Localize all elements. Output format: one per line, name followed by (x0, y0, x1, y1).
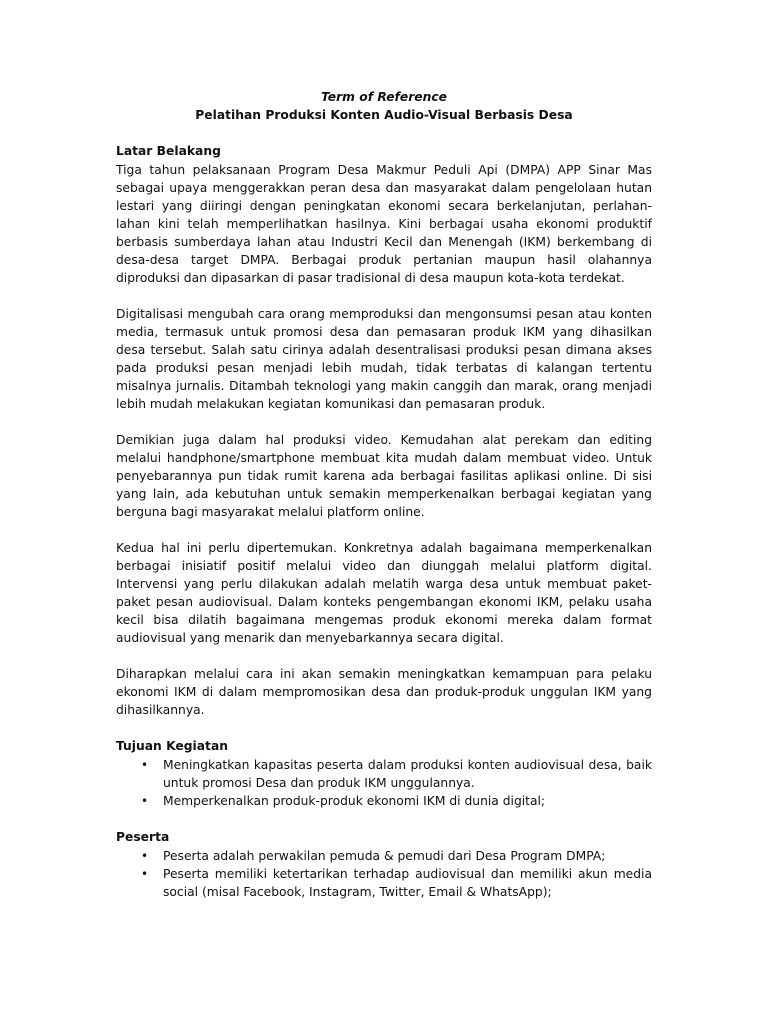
bullet-list-peserta (116, 847, 652, 901)
section-heading-latar-belakang: Latar Belakang (116, 144, 221, 158)
list-item (116, 847, 652, 865)
section-heading-peserta: Peserta (116, 830, 170, 844)
list-item-text: Peserta adalah perwakilan pemuda & pemudi dari Desa Program DMPA; (163, 849, 606, 863)
bullet-icon: • (141, 849, 149, 863)
document-page (116, 88, 652, 919)
section-heading-tujuan-kegiatan: Tujuan Kegiatan (116, 739, 228, 753)
list-item (116, 756, 652, 792)
list-item (116, 865, 652, 901)
list-item-text: Peserta memiliki ketertarikan terhadap audiovisual dan memiliki akun media social (misal Facebook, Instagram, Twitter, Email & WhatsApp); (163, 867, 652, 899)
bullet-icon: • (141, 867, 149, 881)
document-title: Pelatihan Produksi Konten Audio-Visual Berbasis Desa (195, 108, 573, 122)
bullet-icon: • (141, 758, 149, 772)
bullet-list-tujuan-kegiatan (116, 756, 652, 810)
paragraph-latar-belakang-4: Kedua hal ini perlu dipertemukan. Konkretnya adalah bagaimana memperkenalkan berbagai inisiatif positif melalui video dan diunggah melalui platform digital. Intervensi yang perlu dilakukan adalah melatih warga desa untuk membuat paket-paket pesan audiovisual. Dalam konteks pengembangan ekonomi IKM, pelaku usaha kecil bisa dilatih bagaimana mengemas produk ekonomi mereka dalam format audiovisual yang menarik dan menyebarkannya secara digital. (116, 541, 652, 645)
paragraph-latar-belakang-3: Demikian juga dalam hal produksi video. Kemudahan alat perekam dan editing melalui handphone/smartphone membuat kita mudah dalam membuat video. Untuk penyebarannya pun tidak rumit karena ada berbagai fasilitas aplikasi online. Di sisi yang lain, ada kebutuhan untuk semakin memperkenalkan berbagai kegiatan yang berguna bagi masyarakat melalui platform online. (116, 433, 652, 519)
paragraph-latar-belakang-5: Diharapkan melalui cara ini akan semakin meningkatkan kemampuan para pelaku ekonomi IKM di dalam mempromosikan desa dan produk-produk unggulan IKM yang dihasilkannya. (116, 667, 652, 717)
bullet-icon: • (141, 794, 149, 808)
paragraph-latar-belakang-1: Tiga tahun pelaksanaan Program Desa Makmur Peduli Api (DMPA) APP Sinar Mas sebagai upaya menggerakkan peran desa dan masyarakat dalam pengelolaan hutan lestari yang diiringi dengan peningkatan ekonomi secara berkelanjutan, perlahan-lahan kini telah memperlihatkan hasilnya. Kini berbagai usaha ekonomi produktif berbasis sumberdaya lahan atau Industri Kecil dan Menengah (IKM) berkembang di desa-desa target DMPA. Berbagai produk pertanian maupun hasil olahannya diproduksi dan dipasarkan di pasar tradisional di desa maupun kota-kota terdekat. (116, 163, 652, 285)
document-title-italic: Term of Reference (320, 90, 448, 104)
paragraph-latar-belakang-2: Digitalisasi mengubah cara orang memproduksi dan mengonsumsi pesan atau konten media, termasuk untuk promosi desa dan pemasaran produk IKM yang dihasilkan desa tersebut. Salah satu cirinya adalah desentralisasi produksi pesan dimana akses pada produksi pesan menjadi lebih mudah, tidak terbatas di kalangan tertentu misalnya jurnalis. Ditambah teknologi yang makin canggih dan marak, orang menjadi lebih mudah melakukan kegiatan komunikasi dan pemasaran produk. (116, 307, 652, 411)
list-item-text: Memperkenalkan produk-produk ekonomi IKM di dunia digital; (163, 794, 546, 808)
list-item-text: Meningkatkan kapasitas peserta dalam produksi konten audiovisual desa, baik untuk promosi Desa dan produk IKM unggulannya. (163, 758, 652, 790)
list-item (116, 792, 652, 810)
